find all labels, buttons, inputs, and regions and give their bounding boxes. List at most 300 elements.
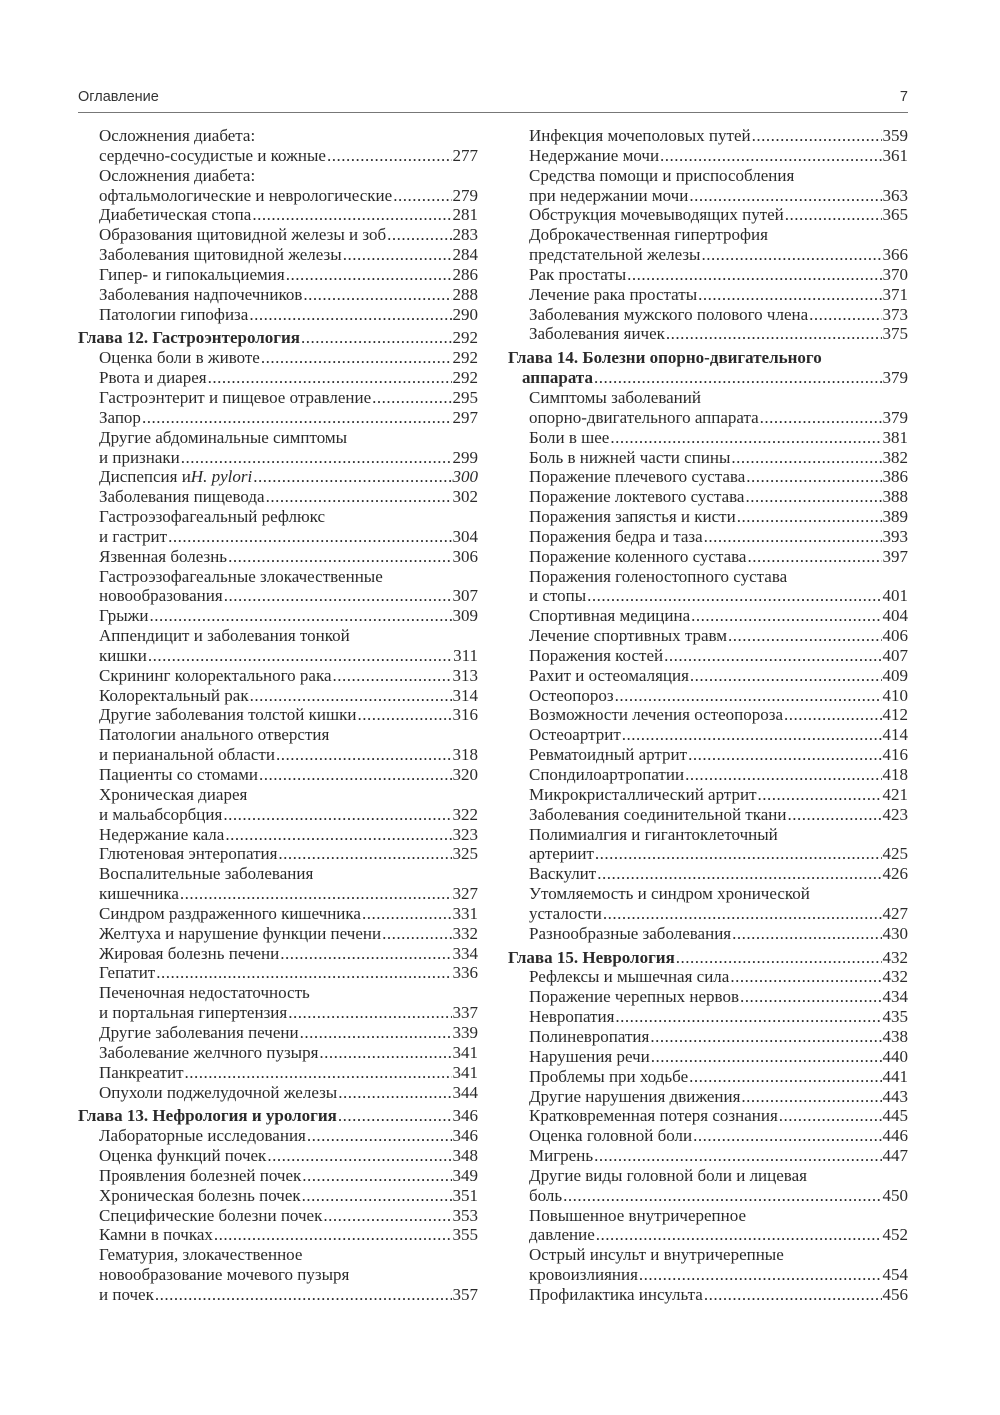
toc-entry [508,126,908,146]
toc-entry [508,305,908,325]
dot-leader [622,725,882,745]
toc-entry [508,666,908,686]
toc-entry-title: Оценка боли в животе [99,348,260,368]
toc-entry [78,225,478,245]
dot-leader [737,507,882,527]
toc-page-number: 351 [452,1185,478,1205]
toc-entry-title: Заболевания соединительной ткани [529,804,787,824]
dot-leader [327,146,452,166]
toc-page-number: 284 [452,245,478,265]
toc-page-number: 300 [452,467,478,487]
toc-entry [508,527,908,547]
dot-leader [286,265,452,285]
toc-entry [78,983,478,1003]
toc-entry-title: Лечение спортивных травм [529,626,728,646]
toc-entry [78,205,478,225]
toc-page-number: 421 [882,784,908,804]
toc-entry [508,388,908,408]
toc-entry-title: Невропатия [529,1007,615,1027]
toc-entry-title: Другие заболевания печени [99,1022,299,1042]
dot-leader [343,245,452,265]
dot-leader [300,1023,452,1043]
toc-entry [508,686,908,706]
toc-entry [508,1007,908,1027]
toc-entry-title: Камни в почках [99,1225,213,1245]
toc-entry [508,1087,908,1107]
toc-page-number: 426 [882,864,908,884]
toc-entry-title: Осложнения диабета: [99,165,256,185]
header-title: Оглавление [78,89,159,105]
toc-entry-title: Поражение плечевого сустава [529,467,746,487]
dot-leader [785,205,882,225]
toc-page-number: 331 [452,903,478,923]
toc-page-number: 337 [452,1003,478,1023]
toc-page-number: 454 [882,1265,908,1285]
dot-leader [208,368,452,388]
toc-entry-title: опорно-двигательного аппарата [529,407,759,427]
toc-page-number: 435 [882,1007,908,1027]
toc-entry [508,166,908,186]
dot-leader [382,924,451,944]
toc-entry-title: Гепатит [99,963,156,983]
toc-entry-title: Рвота и диарея [99,368,207,388]
toc-page-number: 297 [452,407,478,427]
dot-leader [225,825,451,845]
toc-page-number: 416 [882,745,908,765]
dot-leader [372,388,451,408]
toc-entry-title: Проявления болезней почек [99,1165,302,1185]
toc-entry [78,705,478,725]
dot-leader [587,586,881,606]
dot-leader [603,904,882,924]
toc-entry [508,1027,908,1047]
toc-entry [78,1186,478,1206]
toc-entry [78,924,478,944]
toc-page-number: 302 [452,487,478,507]
toc-page-number: 425 [882,844,908,864]
dot-leader [302,1186,452,1206]
toc-entry [508,1265,908,1285]
toc-entry [78,725,478,745]
toc-page-number: 334 [452,943,478,963]
toc-page-number: 365 [882,205,908,225]
dot-leader [730,967,881,987]
toc-entry [78,586,478,606]
toc-entry-title: Заболевания яичек [529,324,665,344]
dot-leader [594,368,882,388]
toc-entry [78,1043,478,1063]
toc-entry-title: Ревматоидный артрит [529,745,688,765]
toc-entry [78,1126,478,1146]
dot-leader [650,1027,881,1047]
toc-entry [78,126,478,146]
toc-page-number: 389 [882,507,908,527]
toc-entry [508,1067,908,1087]
toc-entry [508,1047,908,1067]
toc-page-number: 386 [882,467,908,487]
toc-page-number: 375 [882,324,908,344]
toc-entry-title: Жировая болезнь печени [99,943,280,963]
toc-entry [508,785,908,805]
toc-page-number: 349 [452,1165,478,1185]
toc-entry [508,646,908,666]
toc-entry [78,487,478,507]
toc-entry-title: Поражение коленного сустава [529,546,747,566]
toc-entry-title: Рефлексы и мышечная сила [529,967,730,987]
dot-leader [323,1206,451,1226]
toc-entry-title: Инфекция мочеполовых путей [529,126,751,145]
toc-page-number: 443 [882,1086,908,1106]
toc-page-number: 288 [452,284,478,304]
toc-entry [508,1225,908,1245]
toc-page-number: 373 [882,304,908,324]
dot-leader [651,1047,882,1067]
dot-leader [666,324,882,344]
dot-leader [150,606,452,626]
toc-entry [508,1245,908,1265]
toc-entry [78,448,478,468]
dot-leader [779,1106,882,1126]
dot-leader [223,805,451,825]
dot-leader [252,205,451,225]
toc-page-number: 423 [882,804,908,824]
toc-entry [78,606,478,626]
toc-entry-title: Синдром раздраженного кишечника [99,903,361,923]
toc-entry-title: и мальабсорбция [99,804,223,824]
toc-entry [508,725,908,745]
dot-leader [338,1083,451,1103]
toc-entry-title: предстательной железы [529,245,701,265]
toc-entry-title: боль [529,1185,563,1205]
dot-leader [610,428,881,448]
toc-chapter [508,348,908,368]
toc-entry-title: Нарушения речи [529,1046,650,1066]
toc-entry-title: Средства помощи и приспособления [529,165,795,185]
dot-leader [267,1146,451,1166]
toc-entry-title: Воспалительные заболевания [99,864,314,884]
toc-entry-title: новообразования [99,586,223,606]
toc-entry-title: и признаки [99,447,180,467]
toc-entry-title: Лечение рака простаты [529,284,698,304]
dot-leader [639,1265,882,1285]
toc-page-number: 397 [882,546,908,566]
toc-entry-title: Поражения костей [529,645,664,665]
toc-page-number: 446 [882,1126,908,1146]
toc-entry [78,245,478,265]
dot-leader [250,686,452,706]
toc-entry [508,547,908,567]
toc-page-number: 290 [452,304,478,324]
toc-entry [78,527,478,547]
toc-entry-title: Рахит и остеомаляция [529,665,689,685]
toc-page-number: 279 [452,185,478,205]
dot-leader [758,785,882,805]
toc-page-number: 292 [452,348,478,368]
toc-entry [78,305,478,325]
toc-entry-title: Заболевания мужского полового члена [529,304,809,324]
toc-chapter [78,328,478,348]
toc-entry-title: Глава 14. Болезни опорно-двигательного [508,348,822,368]
toc-page-number: 438 [882,1026,908,1046]
toc-entry-title: и перианальной области [99,745,275,765]
toc-entry [508,487,908,507]
toc-entry-title: Профилактика инсульта [529,1284,703,1304]
toc-entry [78,1003,478,1023]
dot-leader [302,1166,451,1186]
toc-entry [78,884,478,904]
toc-entry-title: Полимиалгия и гигантоклеточный [529,824,778,844]
toc-entry [78,467,478,487]
toc-entry [508,924,908,944]
toc-entry-title: Остеопороз [529,685,614,705]
toc-page-number: 432 [882,967,908,987]
toc-chapter [78,1106,478,1126]
toc-entry-title: Хроническая диарея [99,784,248,804]
toc-entry [78,265,478,285]
toc-entry-title: Хроническая болезнь почек [99,1185,301,1205]
toc-entry-title: Гипер- и гипокальциемия [99,264,285,284]
toc-page-number: 370 [882,264,908,284]
toc-entry-title: Кратковременная потеря сознания [529,1106,778,1126]
toc-entry [508,705,908,725]
toc-entry [508,987,908,1007]
toc-page-number: 381 [882,427,908,447]
toc-page-number: 371 [882,284,908,304]
dot-leader [691,606,881,626]
toc-entry [508,507,908,527]
toc-entry-title: Полиневропатия [529,1026,650,1046]
dot-leader [689,186,881,206]
toc-page-number: 434 [882,987,908,1007]
toc-entry-title: Аппендицит и заболевания тонкой [99,626,350,646]
toc-entry-title: Диабетическая стопа [99,205,252,225]
dot-leader [266,487,452,507]
toc-entry-title: Запор [99,407,141,427]
toc-entry [78,646,478,666]
dot-leader [301,328,452,348]
toc-entry-title: Поражение черепных нервов [529,987,739,1007]
dot-leader [704,1285,882,1305]
toc-entry [78,428,478,448]
toc-entry [78,166,478,186]
toc-entry [508,1206,908,1226]
toc-entry [508,265,908,285]
toc-page-number: 318 [452,745,478,765]
toc-entry [78,745,478,765]
toc-page-number: 404 [882,606,908,626]
toc-entry-title: Рак простаты [529,264,627,284]
toc-entry-title: Спондилоартропатии [529,765,685,784]
toc-entry [78,1166,478,1186]
toc-entry [78,567,478,587]
toc-right-column [508,126,908,1305]
toc-entry-title: Гастроэзофагеальный рефлюкс [99,507,326,527]
toc-page-number: 346 [452,1126,478,1146]
toc-page-number: 445 [882,1106,908,1126]
toc-entry-title: офтальмологические и неврологические [99,185,393,205]
toc-entry-title: Мигрень [529,1146,594,1166]
toc-entry [508,1285,908,1305]
toc-entry [508,225,908,245]
toc-page-number: 355 [452,1225,478,1245]
toc-page-number: 327 [452,884,478,904]
toc-entry [508,285,908,305]
dot-leader [357,705,451,725]
dot-leader [185,1063,452,1083]
toc-entry-title: кишки [99,645,147,665]
toc-page-number: 283 [452,225,478,245]
dot-leader [740,987,882,1007]
toc-entry-title: Микрокристаллический артрит [529,784,757,804]
toc-entry [508,904,908,924]
toc-entry [78,348,478,368]
dot-leader [387,225,451,245]
dot-leader [224,586,452,606]
toc-page-number: 401 [882,586,908,606]
toc-page-number: 393 [882,526,908,546]
toc-entry-title: Симптомы заболеваний [529,387,701,407]
toc-page-number: 344 [452,1082,478,1102]
toc-page-number: 412 [882,705,908,725]
toc-page-number: 410 [882,685,908,705]
dot-leader [362,904,452,924]
page-number: 7 [899,89,908,105]
toc-page-number: 341 [452,1062,478,1082]
dot-leader [168,527,451,547]
dot-leader [596,1225,882,1245]
toc-entry-title: Опухоли поджелудочной железы [99,1082,338,1102]
dot-leader [276,745,452,765]
toc-entry-title: Диспепсия и [99,467,191,487]
dot-leader [181,448,452,468]
toc-chapter [508,948,908,968]
toc-page-number: 407 [882,645,908,665]
toc-page-number: 447 [882,1146,908,1166]
toc-entry-title: Проблемы при ходьбе [529,1066,689,1086]
toc-entry [508,186,908,206]
toc-entry-title: Другие виды головной боли и лицевая [529,1165,807,1185]
toc-page-number: 379 [882,368,908,388]
toc-entry [78,1063,478,1083]
toc-entry [508,884,908,904]
toc-entry-title: Глава 12. Гастроэнтерология [78,328,300,348]
dot-leader [319,1043,451,1063]
toc-entry [78,666,478,686]
toc-entry [508,245,908,265]
toc-entry [78,1206,478,1226]
toc-page-number: 336 [452,963,478,983]
dot-leader [741,1087,881,1107]
dot-leader [784,705,881,725]
dot-leader [728,626,881,646]
toc-entry [78,186,478,206]
toc-entry-title: Другие абдоминальные симптомы [99,427,348,447]
toc-entry-title: Глава 13. Нефрология и урология [78,1106,337,1126]
toc-entry [78,547,478,567]
toc-page-number: 418 [882,765,908,784]
toc-page-number: 348 [452,1146,478,1166]
toc-left-column [78,126,478,1305]
dot-leader [597,864,881,884]
dot-leader [664,646,881,666]
toc-entry-title: давление [529,1225,595,1245]
toc-page-number: 450 [882,1185,908,1205]
toc-entry-title: Гастроэнтерит и пищевое отравление [99,387,372,407]
toc-entry-title: Образования щитовидной железы и зоб [99,225,387,245]
toc-page-number: 306 [452,546,478,566]
toc-entry-title: и стопы [529,586,587,606]
dot-leader [278,844,451,864]
dot-leader [685,765,881,785]
toc-entry [508,1186,908,1206]
toc-entry-title: и почек [99,1284,154,1304]
dot-leader [259,765,451,785]
toc-entry-title: Поражения голеностопного сустава [529,566,788,586]
toc-entry [78,1225,478,1245]
toc-entry-title: усталости [529,903,602,923]
toc-entry-title: Колоректальный рак [99,685,249,705]
toc-entry [78,825,478,845]
toc-entry-title: Заболевания надпочечников [99,284,303,304]
toc-page-number: 323 [452,824,478,844]
toc-entry-title: Оценка головной боли [529,1126,693,1146]
dot-leader [698,285,881,305]
toc-entry [78,507,478,527]
toc-entry-title: и портальная гипертензия [99,1003,288,1023]
toc-entry-title: артериит [529,844,594,864]
toc-entry [508,745,908,765]
dot-leader [333,666,452,686]
toc-entry [78,1083,478,1103]
toc-page-number: 382 [882,447,908,467]
toc-entry [508,324,908,344]
toc-page-number: 295 [452,387,478,407]
toc-entry [78,626,478,646]
toc-entry-title: Обструкция мочевыводящих путей [529,205,784,225]
toc-entry [78,1146,478,1166]
dot-leader [693,1126,881,1146]
toc-entry-title: Боли в шее [529,427,610,447]
toc-entry-title: Поражения запястья и кисти [529,507,736,527]
dot-leader [214,1225,452,1245]
toc-entry [78,765,478,785]
toc-page-number: 341 [452,1042,478,1062]
toc-entry-title: Поражение локтевого сустава [529,487,745,507]
dot-leader [615,686,882,706]
toc-entry-title: и гастрит [99,526,168,546]
dot-leader [393,186,451,206]
toc-entry-title: Желтуха и нарушение функции печени [99,923,382,943]
dot-leader [752,126,882,146]
dot-leader [627,265,881,285]
toc-entry-title: Панкреатит [99,1062,184,1082]
toc-entry [78,1023,478,1043]
dot-leader [747,547,881,567]
toc-entry [508,844,908,864]
toc-page-number: 409 [882,665,908,685]
toc-page-number: 388 [882,487,908,507]
dot-leader [307,1126,452,1146]
toc-page-number: 286 [452,264,478,284]
toc-entry [78,805,478,825]
toc-entry [508,1146,908,1166]
toc-entry [508,864,908,884]
toc-page-number: 379 [882,407,908,427]
toc-entry-title: Заболевания пищевода [99,487,265,507]
toc-page-number: 304 [452,526,478,546]
toc-entry-title: Утомляемость и синдром хронической [529,884,810,904]
toc-entry [78,944,478,964]
